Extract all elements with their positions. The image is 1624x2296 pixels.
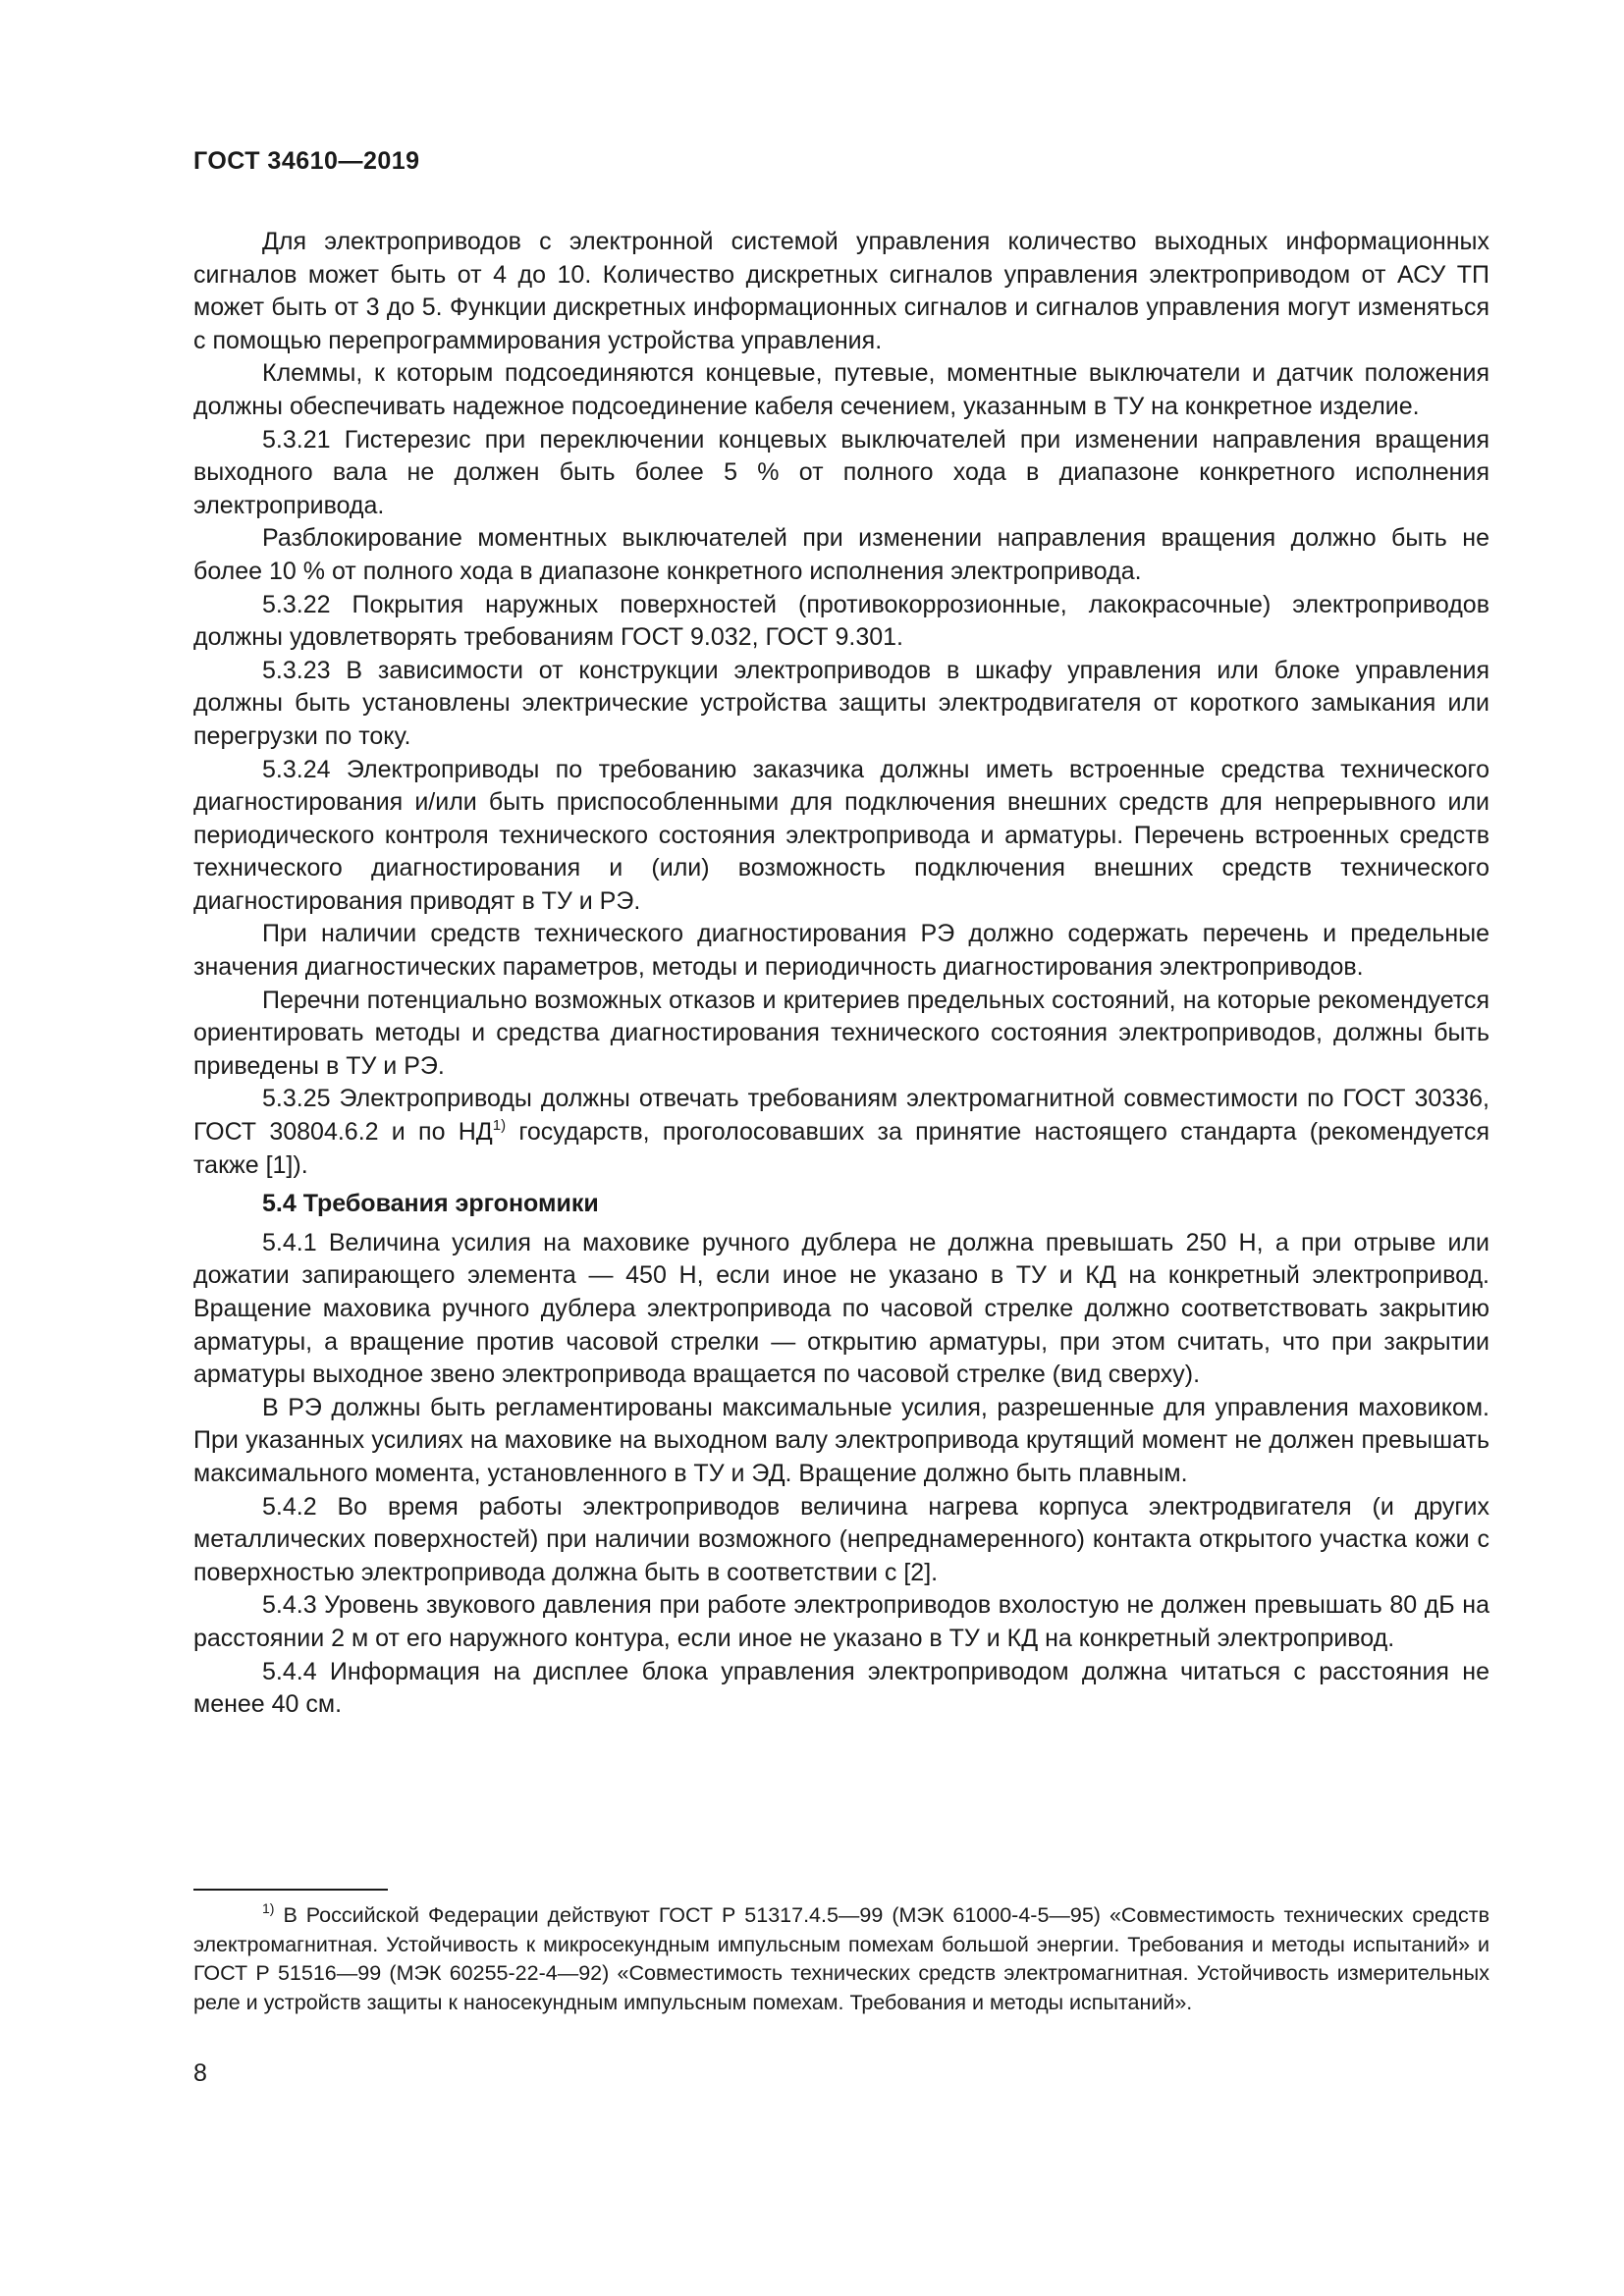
paragraph-1: Для электроприводов с электронной системой управления количество выходных информационных сигналов может быть от 4 до 10. Количество дискретных сигналов управления электроприводом от АСУ ТП может быть от 3 до 5. Функции дискретных информационных сигналов и сигналов управления могут изменяться с помощью перепрограммирования устройства управления. — [193, 228, 1489, 354]
footnote-text: В Российской Федерации действуют ГОСТ Р 51317.4.5—99 (МЭК 61000-4-5—95) «Совместимость технических средств электромагнитная. Устойчивость к микросекундным импульсным помехам большой энергии. Требования и методы испытаний» и ГОСТ Р 51516—99 (МЭК 60255-22-4—92) «Совместимость технических средств электромагнитная. Устойчивость измерительных реле и устройств защиты к наносекундным импульсным помехам. Требования и методы испытаний». — [193, 1903, 1489, 2014]
paragraph-5-4-1: 5.4.1 Величина усилия на маховике ручного дублера не должна превышать 250 Н, а при отрыве или дожатии запирающего элемента — 450 Н, если иное не указано в ТУ и КД на конкретный электропривод. Вращение маховика ручного дублера электропривода по часовой стрелке должно соответствовать закрытию арматуры, а вращение против часовой стрелки — открытию арматуры, при этом считать, что при закрытии арматуры выходное звено электропривода вращается по часовой стрелке (вид сверху). — [193, 1228, 1489, 1389]
paragraph-4: Разблокирование моментных выключателей при изменении направления вращения должно быть не более 10 % от полного хода в диапазоне конкретного исполнения электропривода. — [193, 524, 1489, 585]
document-body — [193, 226, 1489, 1722]
paragraph-5-4-3: 5.4.3 Уровень звукового давления при работе электроприводов вхолостую не должен превышать 80 дБ на расстоянии 2 м от его наружного контура, если иное не указано в ТУ и КД на конкретный электропривод. — [193, 1591, 1489, 1652]
section-heading-5-4: 5.4 Требования эргономики — [262, 1190, 599, 1218]
paragraph-5-3-24: 5.3.24 Электроприводы по требованию заказчика должны иметь встроенные средства технического диагностирования и/или быть приспособленными для подключения внешних средств для непрерывного или периодического контроля технического состояния электропривода и арматуры. Перечень встроенных средств технического диагностирования и (или) возможность подключения внешних средств технического диагностирования приводят в ТУ и РЭ. — [193, 755, 1489, 915]
p-5-3-25-after: государств, проголосовавших за принятие настоящего стандарта (рекомендуется также [1]). — [193, 1118, 1490, 1179]
paragraph-8: При наличии средств технического диагностирования РЭ должно содержать перечень и предельные значения диагностических параметров, методы и периодичность диагностирования электроприводов. — [193, 920, 1489, 982]
document-header: ГОСТ 34610—2019 — [193, 147, 420, 175]
footnote-ref: 1) — [492, 1117, 507, 1135]
paragraph-5-3-22: 5.3.22 Покрытия наружных поверхностей (противокоррозионные, лакокрасочные) электроприводов должны удовлетворять требованиям ГОСТ 9.032, ГОСТ 9.301. — [193, 590, 1489, 652]
page-number: 8 — [193, 2059, 207, 2087]
paragraph-5-3-21: 5.3.21 Гистерезис при переключении концевых выключателей при изменении направления вращения выходного вала не должен быть более 5 % от полного хода в диапазоне конкретного исполнения электропривода. — [193, 425, 1489, 519]
p-5-3-25-before: 5.3.25 Электроприводы должны отвечать требованиям электромагнитной совместимости по ГОСТ 30336, ГОСТ 30804.6.2 и по НД — [193, 1085, 1489, 1147]
paragraph-5-4-2: 5.4.2 Во время работы электроприводов величина нагрева корпуса электродвигателя (и других металлических поверхностей) при наличии возможного (непреднамеренного) контакта открытого участка кожи с поверхностью электропривода должна быть в соответствии с [2]. — [193, 1492, 1489, 1586]
paragraph-2: Клеммы, к которым подсоединяются концевые, путевые, моментные выключатели и датчик положения должны обеспечивать надежное подсоединение кабеля сечением, указанным в ТУ на конкретное изделие. — [193, 359, 1489, 420]
footnote-separator — [193, 1889, 388, 1891]
paragraph-5-4-4: 5.4.4 Информация на дисплее блока управления электроприводом должна читаться с расстояния не менее 40 см. — [193, 1657, 1489, 1719]
paragraph-5-3-23: 5.3.23 В зависимости от конструкции электроприводов в шкафу управления или блоке управления должны быть установлены электрические устройства защиты электродвигателя от короткого замыкания или перегрузки по току. — [193, 656, 1489, 750]
paragraph-5-3-25 — [193, 1083, 1489, 1182]
paragraph-re-efforts: В РЭ должны быть регламентированы максимальные усилия, разрешенные для управления маховиком. При указанных усилиях на маховике на выходном валу электропривода крутящий момент не должен превышать максимального момента, установленного в ТУ и ЭД. Вращение должно быть плавным. — [193, 1393, 1489, 1487]
footnote — [193, 1901, 1489, 2017]
paragraph-9: Перечни потенциально возможных отказов и критериев предельных состояний, на которые рекомендуется ориентировать методы и средства диагностирования технического состояния электроприводов, должны быть приведены в ТУ и РЭ. — [193, 986, 1489, 1080]
footnote-marker: 1) — [262, 1900, 275, 1916]
